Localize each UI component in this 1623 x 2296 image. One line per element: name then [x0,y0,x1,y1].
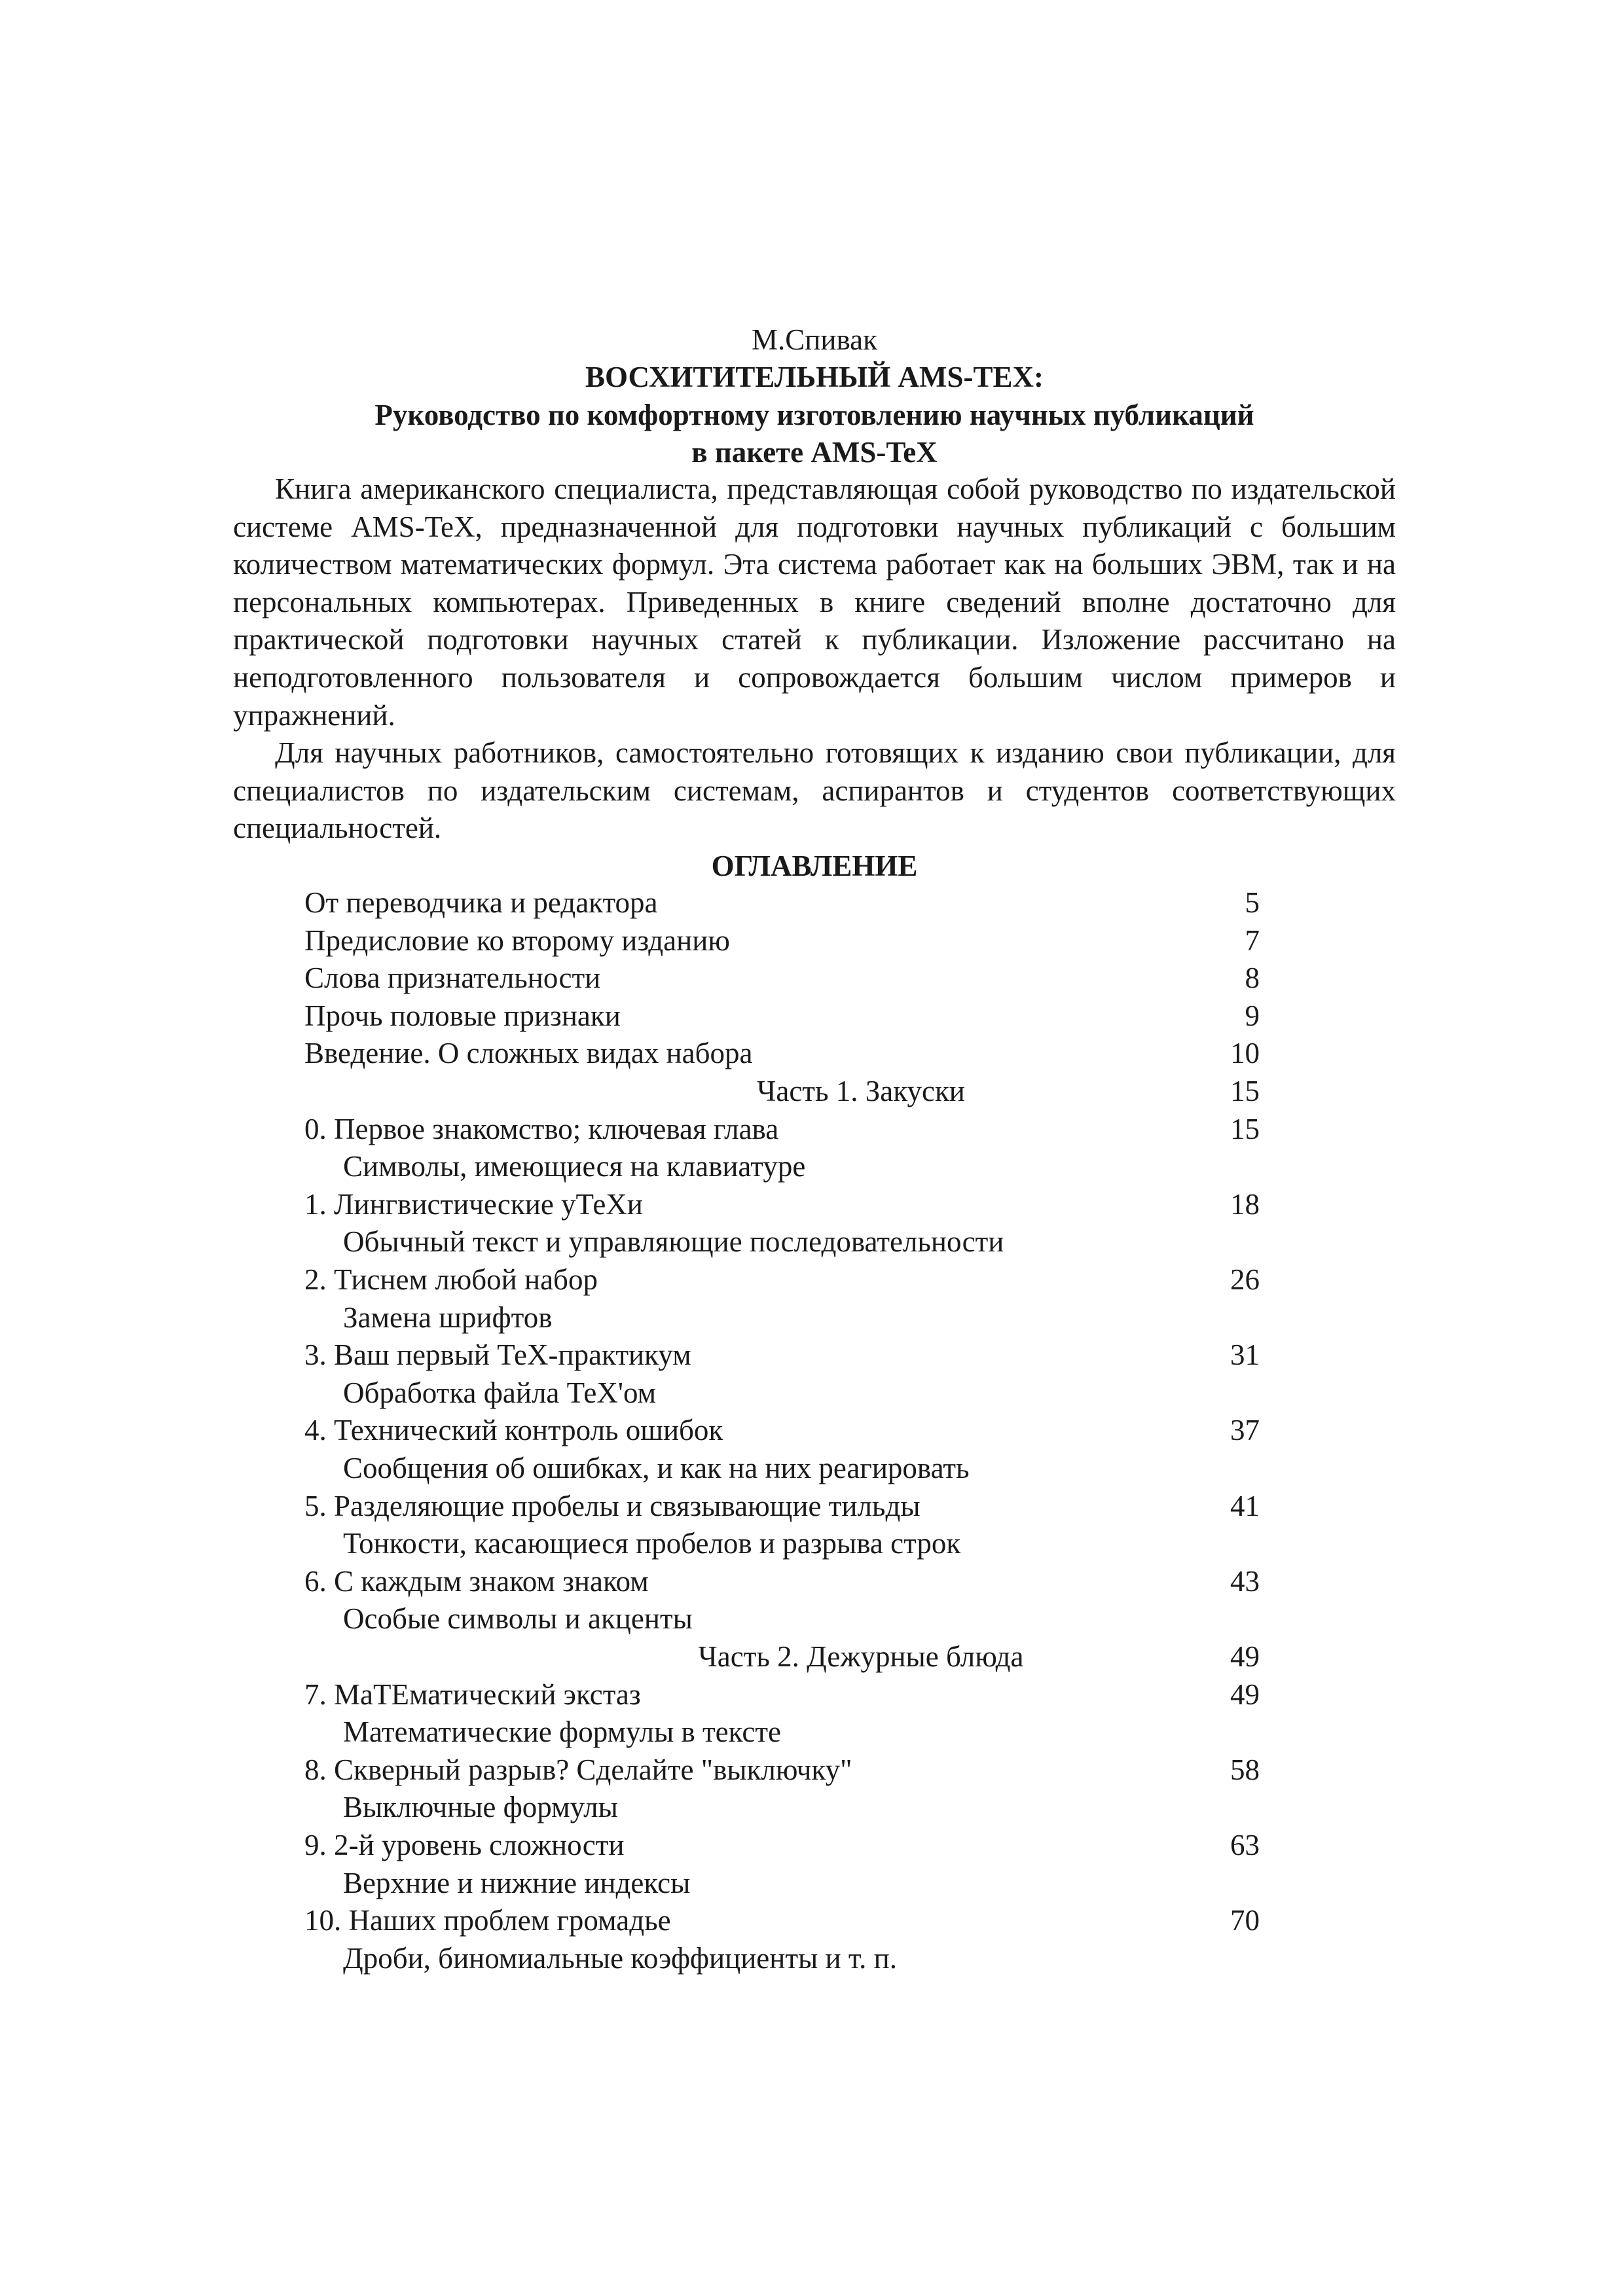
toc-entry-row [0,922,1623,960]
toc-page-number: 8 [1245,961,1260,995]
toc-page-number: 70 [1230,1904,1260,1937]
toc-entry-title: Часть 2. Дежурные блюда [698,1640,1024,1673]
toc-entry-row [0,1751,1623,1789]
toc-entry-title: Особые символы и акценты [343,1602,693,1636]
toc-page-number: 43 [1230,1564,1260,1598]
toc-subtitle-row [0,1223,1623,1261]
toc-entry-title: Математические формулы в тексте [343,1715,781,1749]
toc-entry-row [0,1411,1623,1449]
toc-entry-title: 10. Наших проблем громадье [304,1904,671,1937]
book-title: ВОСХИТИТЕЛЬНЫЙ AMS-TEX: [585,361,1044,393]
toc-page-number: 9 [1245,999,1260,1032]
toc-entry-title: Тонкости, касающиеся пробелов и разрыва строк [343,1527,961,1560]
toc-entry-title: 1. Лингвистические уТеХи [304,1187,643,1221]
toc-page-number: 58 [1230,1753,1260,1786]
toc-entry-title: Символы, имеющиеся на клавиатуре [343,1150,806,1183]
toc-entry-title: Часть 1. Закуски [757,1075,965,1107]
toc-entry-title: 3. Ваш первый ТеХ-практикум [304,1338,691,1372]
toc-entry-title: 0. Первое знакомство; ключевая глава [304,1112,779,1145]
toc-entry-title: Дроби, биномиальные коэффициенты и т. п. [343,1941,897,1975]
toc-entry-title: 2. Тиснем любой набор [304,1263,598,1296]
toc-entry-title: От переводчика и редактора [304,886,658,919]
toc-page-number: 31 [1230,1338,1260,1372]
toc-entry-title: 4. Технический контроль ошибок [304,1414,723,1447]
toc-entry-row [0,997,1623,1035]
toc-entry-title: Введение. О сложных видах набора [304,1037,753,1070]
toc-entry-row [0,1562,1623,1600]
toc-page-number: 37 [1230,1414,1260,1447]
toc-entry-title: Обычный текст и управляющие последовательности [343,1225,1004,1259]
toc-page-number: 49 [1230,1640,1260,1673]
toc-entry-title: Предисловие ко второму изданию [304,924,730,957]
toc-entry-title: Сообщения об ошибках, и как на них реагировать [343,1452,970,1484]
toc-entry-row [0,1185,1623,1223]
toc-subtitle-row [0,1600,1623,1638]
author-name: М.Спивак [752,323,877,356]
toc-page-number: 5 [1245,886,1260,919]
toc-page-number: 63 [1230,1829,1260,1861]
toc-entry-title: Замена шрифтов [343,1300,553,1334]
toc-entry-row [0,1901,1623,1939]
toc-part-row [0,1638,1623,1676]
book-subtitle-line-1: Руководство по комфортному изготовлению научных публикаций [374,399,1254,431]
toc-subtitle-row [0,1864,1623,1902]
toc-subtitle-row [0,1449,1623,1487]
book-subtitle-line-2: в пакете AMS-TeX [691,436,938,469]
toc-entry-title: 8. Скверный разрыв? Сделайте "выключку" [304,1753,852,1786]
toc-page-number: 15 [1230,1075,1260,1107]
toc-entry-title: 5. Разделяющие пробелы и связывающие тильды [304,1489,921,1522]
toc-entry-row [0,959,1623,997]
toc-entry-row [0,1336,1623,1374]
toc-subtitle-row [0,1374,1623,1412]
toc-entry-title: 9. 2-й уровень сложности [304,1829,625,1861]
toc-entry-row [0,1110,1623,1148]
audience-paragraph: Для научных работников, самостоятельно готовящих к изданию свои публикации, для специалистов по издательским системам, аспирантов и студентов соответствующих специальностей. [233,736,1396,845]
toc-entry-row [0,1261,1623,1299]
toc-subtitle-row [0,1299,1623,1336]
toc-entry-title: Прочь половые признаки [304,999,621,1032]
toc-entry-row [0,1826,1623,1864]
toc-subtitle-row [0,1524,1623,1562]
toc-entry-row [0,1487,1623,1525]
description-paragraph: Книга американского специалиста, представляющая собой руководство по издательской системе AMS-TeX, предназначенной для подготовки научных публикаций с большим количеством математических формул. Эта система работает как на больших ЭВМ, так и на персональных компьютерах. Приведенных в книге сведений вполне достаточно для практической подготовки научных статей к публикации. Изложение рассчитано на неподготовленного пользователя и сопровождается большим числом примеров и упражнений. [233,473,1396,732]
toc-page-number: 15 [1230,1112,1260,1145]
toc-entry-title: Выключные формулы [343,1791,618,1824]
toc-page-number: 26 [1230,1263,1260,1296]
toc-entry-title: Верхние и нижние индексы [343,1866,691,1899]
toc-page-number: 7 [1245,924,1260,957]
toc-entry-row [0,1676,1623,1713]
toc-subtitle-row [0,1939,1623,1977]
toc-part-row [0,1072,1623,1110]
toc-page-number: 10 [1230,1037,1260,1070]
toc-subtitle-row [0,1713,1623,1751]
toc-subtitle-row [0,1788,1623,1826]
toc-page-number: 41 [1230,1489,1260,1522]
toc-page-number: 49 [1230,1677,1260,1711]
toc-subtitle-row [0,1147,1623,1185]
toc-entry-title: Слова признательности [304,961,601,995]
toc-entry-row [0,1034,1623,1072]
toc-entry-title: Обработка файла ТеХ'ом [343,1376,657,1409]
toc-page-number: 18 [1230,1187,1260,1221]
toc-entry-title: 7. МаТЕматический экстаз [304,1677,641,1711]
toc-heading: ОГЛАВЛЕНИЕ [711,850,918,882]
toc-entry-title: 6. С каждым знаком знаком [304,1564,649,1598]
toc-entry-row [0,884,1623,922]
